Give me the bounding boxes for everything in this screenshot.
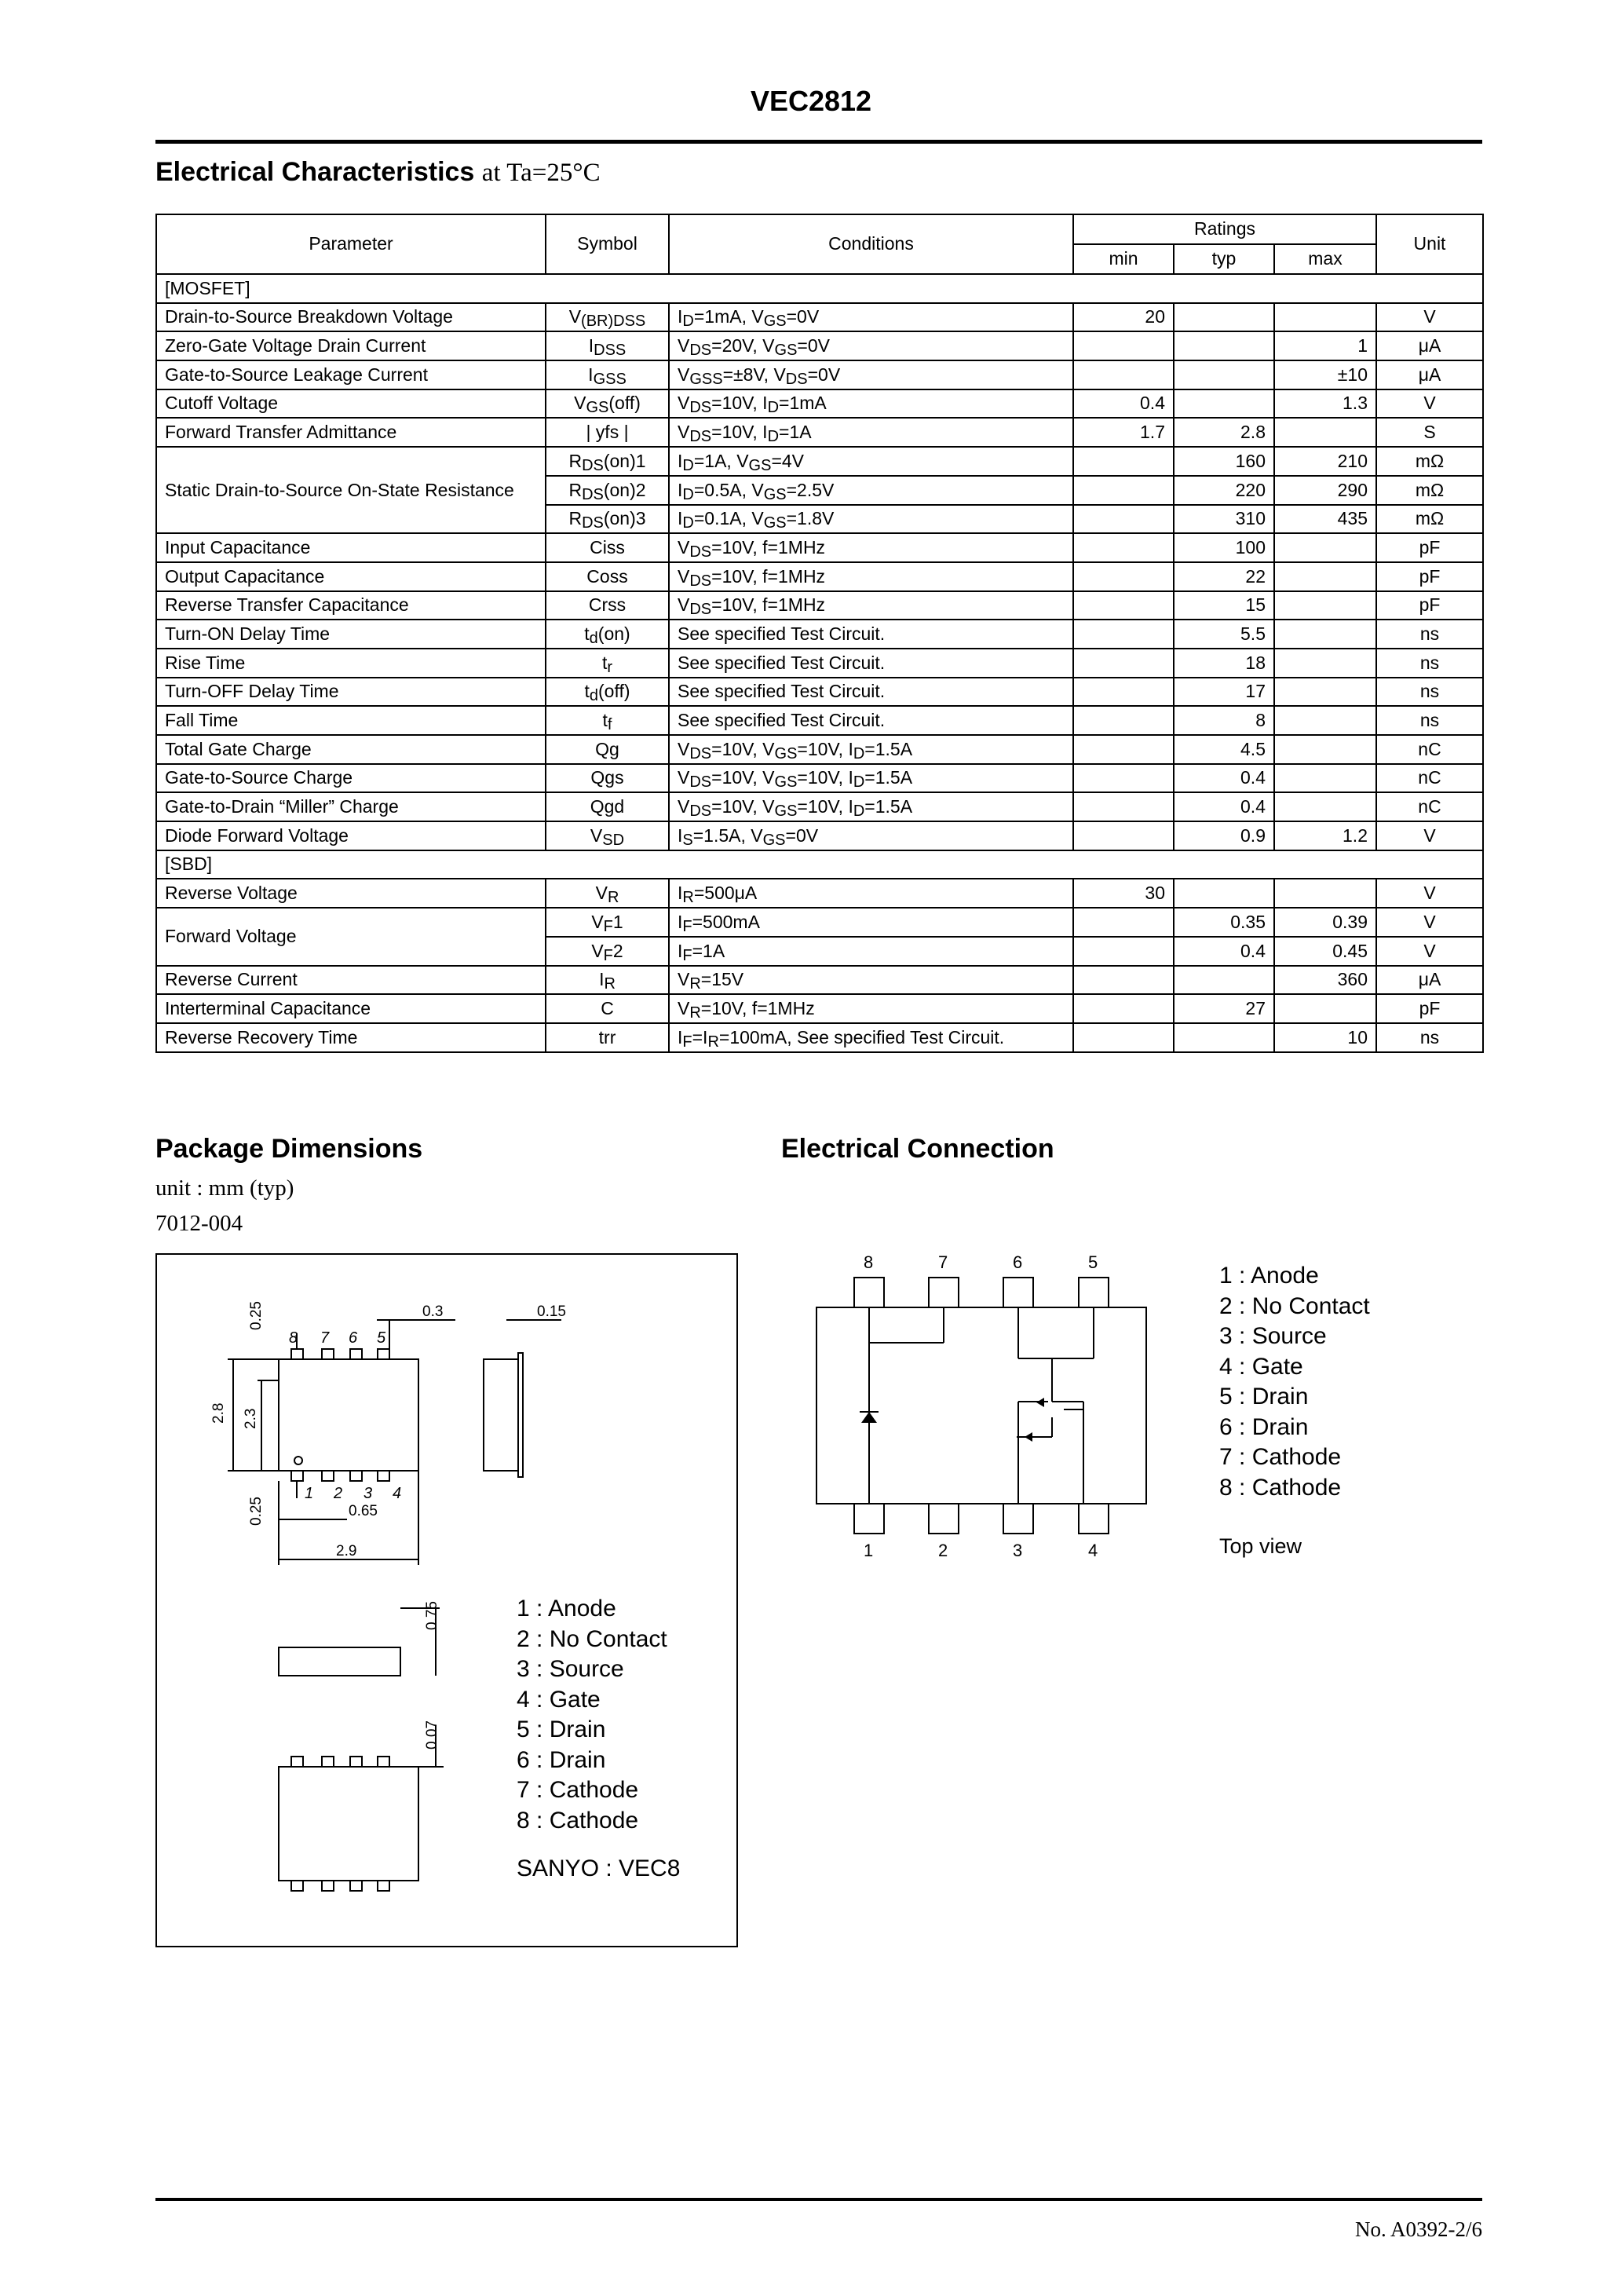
pkg-pin-4: 4 [393, 1485, 402, 1502]
conn-pin-label: 2 : No Contact [1219, 1292, 1370, 1319]
pkg-pin-2: 2 [334, 1485, 343, 1502]
conn-pin-label: 4 : Gate [1219, 1353, 1303, 1380]
cell-unit: V [1376, 879, 1483, 908]
cell-min [1073, 505, 1174, 534]
cell-symbol: $t_r$ [546, 649, 669, 678]
page-title: VEC2812 [750, 85, 872, 117]
cell-symbol: $t_d(on)$ [546, 620, 669, 649]
cell-max [1274, 562, 1376, 591]
cell-max [1274, 706, 1376, 735]
cell-unit: V [1376, 389, 1483, 419]
table-row [156, 678, 1483, 707]
cell-parameter: Total Gate Charge [156, 735, 546, 764]
dim-23: 2.3 [243, 1408, 259, 1429]
cell-symbol: $t_d(off)$ [546, 678, 669, 707]
package-pin-list [517, 1594, 680, 1885]
cell-typ: 220 [1174, 476, 1274, 505]
cell-unit: μA [1376, 360, 1483, 389]
table-row [156, 879, 1483, 908]
package-name: SANYO : VEC8 [517, 1855, 681, 1881]
cell-parameter: Reverse Recovery Time [156, 1023, 546, 1052]
dim-007: 0.07 [424, 1720, 440, 1749]
table-body [156, 274, 1483, 1052]
cell-parameter: Input Capacitance [156, 533, 546, 562]
conn-pin-4: 4 [1088, 1541, 1098, 1560]
table-row [156, 1023, 1483, 1052]
cell-unit: mΩ [1376, 505, 1483, 534]
cell-conditions: $I_D=1mA$, $V_{GS}=0V$ [669, 303, 1073, 332]
cell-max: 10 [1274, 1023, 1376, 1052]
cell-conditions: $I_D=0.1A$, $V_{GS}=1.8V$ [669, 505, 1073, 534]
cell-typ [1174, 1023, 1274, 1052]
cell-conditions: $I_F=500mA$ [669, 908, 1073, 937]
cell-conditions: See specified Test Circuit. [669, 678, 1073, 707]
cell-max: 210 [1274, 447, 1376, 476]
pkg-pin-7: 7 [320, 1329, 330, 1347]
cell-unit: ns [1376, 620, 1483, 649]
cell-parameter: Static Drain-to-Source On-State Resistance [156, 447, 546, 533]
cell-symbol: trr [546, 1023, 669, 1052]
cell-conditions: $V_{DS}=20V$, $V_{GS}=0V$ [669, 331, 1073, 360]
cell-symbol: $I_{DSS}$ [546, 331, 669, 360]
footer-rule [155, 2198, 1482, 2201]
cell-symbol: Coss [546, 562, 669, 591]
cell-unit: mΩ [1376, 476, 1483, 505]
cell-max [1274, 678, 1376, 707]
cell-max [1274, 533, 1376, 562]
cell-conditions: $V_{DS}=10V$, f=1MHz [669, 533, 1073, 562]
pkg-pin-label: 8 : Cathode [517, 1807, 639, 1834]
dim-015: 0.15 [537, 1303, 566, 1320]
table-row [156, 562, 1483, 591]
cell-symbol: $V_F1$ [546, 908, 669, 937]
cell-parameter: Diode Forward Voltage [156, 821, 546, 850]
table-row [156, 735, 1483, 764]
cell-conditions: See specified Test Circuit. [669, 620, 1073, 649]
cell-parameter: Cutoff Voltage [156, 389, 546, 419]
pkg-pin-3: 3 [363, 1485, 373, 1502]
cell-max: 360 [1274, 966, 1376, 995]
conn-pin-label: 7 : Cathode [1219, 1444, 1342, 1470]
cell-min [1073, 994, 1174, 1023]
cell-typ: 0.4 [1174, 764, 1274, 793]
electrical-connection-heading: Electrical Connection [781, 1134, 1054, 1164]
col-symbol: Symbol [546, 214, 669, 274]
cell-typ: 22 [1174, 562, 1274, 591]
cell-typ: 0.9 [1174, 821, 1274, 850]
cell-parameter: Interterminal Capacitance [156, 994, 546, 1023]
cell-unit: μA [1376, 966, 1483, 995]
cell-conditions: $V_{DS}=10V$, $I_D=1mA$ [669, 389, 1073, 419]
cell-unit: nC [1376, 792, 1483, 821]
conn-pin-1: 1 [864, 1541, 874, 1560]
cell-unit: nC [1376, 735, 1483, 764]
cell-conditions: $V_{DS}=10V$, $V_{GS}=10V$, $I_D=1.5A$ [669, 735, 1073, 764]
conn-pin-3: 3 [1013, 1541, 1023, 1560]
table-row [156, 821, 1483, 850]
cell-typ: 8 [1174, 706, 1274, 735]
cell-min [1073, 476, 1174, 505]
cell-typ: 310 [1174, 505, 1274, 534]
cell-symbol: $V_{(BR)DSS}$ [546, 303, 669, 332]
cell-max [1274, 418, 1376, 447]
cell-min [1073, 360, 1174, 389]
connection-diagram [785, 1241, 1193, 1586]
cell-unit: ns [1376, 706, 1483, 735]
cell-parameter: Turn-ON Delay Time [156, 620, 546, 649]
cell-min [1073, 562, 1174, 591]
cell-min [1073, 764, 1174, 793]
cell-min [1073, 937, 1174, 966]
cell-min [1073, 678, 1174, 707]
cell-unit: pF [1376, 533, 1483, 562]
cell-parameter: Reverse Current [156, 966, 546, 995]
pkg-pin-label: 1 : Anode [517, 1596, 616, 1621]
cell-conditions: $V_{DS}=10V$, $V_{GS}=10V$, $I_D=1.5A$ [669, 764, 1073, 793]
electrical-characteristics-table [155, 214, 1484, 1053]
col-max: max [1274, 244, 1376, 274]
package-drawing-box [155, 1253, 738, 1947]
cell-min [1073, 1023, 1174, 1052]
package-code: 7012-004 [155, 1211, 243, 1236]
cell-symbol: $R_{DS}(on)1$ [546, 447, 669, 476]
cell-conditions: $I_S=1.5A$, $V_{GS}=0V$ [669, 821, 1073, 850]
connection-pin-list [1219, 1261, 1370, 1503]
cell-unit: ns [1376, 678, 1483, 707]
dim-28: 2.8 [210, 1402, 227, 1424]
pkg-pin-6: 6 [349, 1329, 358, 1347]
col-parameter: Parameter [156, 214, 546, 274]
col-min: min [1073, 244, 1174, 274]
cell-conditions: $V_{DS}=10V$, f=1MHz [669, 562, 1073, 591]
cell-symbol: | yfs | [546, 418, 669, 447]
cell-conditions: $V_{DS}=10V$, $I_D=1A$ [669, 418, 1073, 447]
cell-max: 0.45 [1274, 937, 1376, 966]
top-view-label: Top view [1219, 1534, 1302, 1558]
cell-max [1274, 620, 1376, 649]
conn-pin-label: 6 : Drain [1219, 1413, 1309, 1440]
cell-parameter: Gate-to-Source Charge [156, 764, 546, 793]
cell-symbol: $V_F2$ [546, 937, 669, 966]
cell-symbol: Qgd [546, 792, 669, 821]
table-row [156, 591, 1483, 620]
cell-conditions: $I_R=500\mu A$ [669, 879, 1073, 908]
conn-pin-label: 5 : Drain [1219, 1384, 1309, 1409]
conn-pin-5: 5 [1088, 1252, 1098, 1272]
cell-max [1274, 303, 1376, 332]
section-mosfet: [MOSFET] [156, 274, 1483, 303]
cell-min [1073, 620, 1174, 649]
cell-parameter: Fall Time [156, 706, 546, 735]
cell-typ: 160 [1174, 447, 1274, 476]
dim-065: 0.65 [349, 1503, 378, 1519]
pkg-pin-label: 6 : Drain [517, 1746, 606, 1773]
cell-conditions: See specified Test Circuit. [669, 649, 1073, 678]
dim-03: 0.3 [422, 1303, 444, 1320]
cell-symbol: $V_{GS}(off)$ [546, 389, 669, 419]
cell-typ: 0.4 [1174, 792, 1274, 821]
cell-typ: 4.5 [1174, 735, 1274, 764]
cell-conditions: $I_F=I_R=100mA$, See specified Test Circuit. [669, 1023, 1073, 1052]
col-conditions: Conditions [669, 214, 1073, 274]
pkg-pin-8: 8 [289, 1329, 298, 1347]
table-row [156, 533, 1483, 562]
cell-min [1073, 331, 1174, 360]
table-row [156, 792, 1483, 821]
table-row [156, 994, 1483, 1023]
cell-typ [1174, 331, 1274, 360]
cell-symbol: $I_{GSS}$ [546, 360, 669, 389]
col-typ: typ [1174, 244, 1274, 274]
cell-typ [1174, 966, 1274, 995]
cell-parameter: Reverse Transfer Capacitance [156, 591, 546, 620]
cell-parameter: Rise Time [156, 649, 546, 678]
cell-min [1073, 908, 1174, 937]
cell-typ: 0.35 [1174, 908, 1274, 937]
cell-typ [1174, 360, 1274, 389]
cell-typ: 27 [1174, 994, 1274, 1023]
cell-unit: V [1376, 937, 1483, 966]
pkg-pin-label: 3 : Source [517, 1656, 624, 1682]
table-row [156, 389, 1483, 419]
dim-025-top: 0.25 [248, 1301, 265, 1330]
cell-typ: 17 [1174, 678, 1274, 707]
cell-conditions: $I_D=0.5A$, $V_{GS}=2.5V$ [669, 476, 1073, 505]
cell-conditions: See specified Test Circuit. [669, 706, 1073, 735]
cell-min [1073, 706, 1174, 735]
cell-min [1073, 447, 1174, 476]
cell-typ [1174, 303, 1274, 332]
table-row [156, 649, 1483, 678]
cell-conditions: $V_{DS}=10V$, f=1MHz [669, 591, 1073, 620]
table-row [156, 620, 1483, 649]
cell-symbol: $R_{DS}(on)3$ [546, 505, 669, 534]
table-row [156, 303, 1483, 332]
cell-max: 290 [1274, 476, 1376, 505]
col-unit: Unit [1376, 214, 1483, 274]
cell-typ: 2.8 [1174, 418, 1274, 447]
cell-unit: pF [1376, 562, 1483, 591]
dim-025-bottom: 0.25 [248, 1497, 265, 1526]
conn-pin-label: 8 : Cathode [1219, 1474, 1342, 1501]
conn-pin-6: 6 [1013, 1252, 1023, 1272]
cell-min [1073, 966, 1174, 995]
cell-parameter: Gate-to-Source Leakage Current [156, 360, 546, 389]
cell-parameter: Gate-to-Drain “Miller” Charge [156, 792, 546, 821]
table-row [156, 360, 1483, 389]
col-ratings: Ratings [1073, 214, 1376, 244]
cell-typ: 5.5 [1174, 620, 1274, 649]
cell-min [1073, 533, 1174, 562]
cell-symbol: $V_{SD}$ [546, 821, 669, 850]
cell-min [1073, 821, 1174, 850]
table-row [156, 966, 1483, 995]
dim-075: 0.75 [424, 1601, 440, 1630]
cell-conditions: $I_D=1A$, $V_{GS}=4V$ [669, 447, 1073, 476]
cell-symbol: C [546, 994, 669, 1023]
cell-symbol: $V_R$ [546, 879, 669, 908]
section-sbd: [SBD] [156, 850, 1483, 879]
cell-symbol: $I_R$ [546, 966, 669, 995]
cell-unit: mΩ [1376, 447, 1483, 476]
cell-symbol: Qg [546, 735, 669, 764]
cell-symbol: $R_{DS}(on)2$ [546, 476, 669, 505]
cell-parameter: Turn-OFF Delay Time [156, 678, 546, 707]
pkg-pin-5: 5 [377, 1329, 386, 1347]
cell-parameter: Output Capacitance [156, 562, 546, 591]
electrical-characteristics-heading [155, 157, 601, 188]
cell-min: 20 [1073, 303, 1174, 332]
cell-min [1073, 792, 1174, 821]
cell-typ: 15 [1174, 591, 1274, 620]
conn-pin-8: 8 [864, 1252, 874, 1272]
document-number: No. A0392-2/6 [1355, 2217, 1482, 2241]
conn-pin-label: 3 : Source [1219, 1323, 1327, 1349]
cell-parameter: Drain-to-Source Breakdown Voltage [156, 303, 546, 332]
cell-max [1274, 649, 1376, 678]
cell-min: 30 [1073, 879, 1174, 908]
cell-parameter: Zero-Gate Voltage Drain Current [156, 331, 546, 360]
dim-29: 2.9 [336, 1543, 357, 1559]
conn-pin-2: 2 [938, 1541, 948, 1560]
cell-max [1274, 764, 1376, 793]
table-row [156, 331, 1483, 360]
cell-symbol: Ciss [546, 533, 669, 562]
cell-max: 1.3 [1274, 389, 1376, 419]
package-unit: unit : mm (typ) [155, 1175, 294, 1201]
cell-unit: nC [1376, 764, 1483, 793]
conn-pin-7: 7 [938, 1252, 948, 1272]
cell-typ [1174, 879, 1274, 908]
pkg-pin-label: 5 : Drain [517, 1717, 606, 1742]
cell-min: 1.7 [1073, 418, 1174, 447]
cell-symbol: $t_f$ [546, 706, 669, 735]
cell-symbol: Qgs [546, 764, 669, 793]
cell-conditions: $I_F=1A$ [669, 937, 1073, 966]
cell-min [1073, 735, 1174, 764]
ec-heading-text: Electrical Characteristics [155, 157, 475, 187]
cell-typ [1174, 389, 1274, 419]
cell-conditions: $V_R=10V$, f=1MHz [669, 994, 1073, 1023]
ec-condition: at Ta=25°C [481, 159, 601, 187]
pkg-pin-1: 1 [305, 1485, 314, 1502]
pkg-pin-label: 2 : No Contact [517, 1625, 667, 1652]
cell-max [1274, 735, 1376, 764]
cell-parameter: Forward Transfer Admittance [156, 418, 546, 447]
cell-conditions: $V_{GSS}=\pm 8V$, $V_{DS}=0V$ [669, 360, 1073, 389]
cell-unit: pF [1376, 591, 1483, 620]
cell-max: ±10 [1274, 360, 1376, 389]
conn-pin-label: 1 : Anode [1219, 1263, 1319, 1289]
table-row [156, 706, 1483, 735]
header-rule [155, 140, 1482, 144]
cell-unit: pF [1376, 994, 1483, 1023]
cell-conditions: $V_{DS}=10V$, $V_{GS}=10V$, $I_D=1.5A$ [669, 792, 1073, 821]
cell-min [1073, 591, 1174, 620]
cell-max [1274, 879, 1376, 908]
cell-unit: ns [1376, 1023, 1483, 1052]
package-dimensions-heading: Package Dimensions [155, 1134, 423, 1164]
cell-typ: 100 [1174, 533, 1274, 562]
cell-unit: ns [1376, 649, 1483, 678]
pkg-pin-label: 7 : Cathode [517, 1777, 639, 1803]
cell-min [1073, 649, 1174, 678]
pkg-pin-label: 4 : Gate [517, 1686, 601, 1713]
cell-min: 0.4 [1073, 389, 1174, 419]
cell-unit: S [1376, 418, 1483, 447]
cell-typ: 0.4 [1174, 937, 1274, 966]
cell-conditions: $V_R=15V$ [669, 966, 1073, 995]
cell-unit: V [1376, 303, 1483, 332]
cell-parameter: Forward Voltage [156, 908, 546, 965]
cell-max [1274, 792, 1376, 821]
cell-symbol: Crss [546, 591, 669, 620]
cell-max: 435 [1274, 505, 1376, 534]
table-row [156, 908, 1483, 937]
cell-max [1274, 591, 1376, 620]
table-row [156, 764, 1483, 793]
cell-unit: μA [1376, 331, 1483, 360]
cell-max: 1.2 [1274, 821, 1376, 850]
cell-max: 1 [1274, 331, 1376, 360]
cell-unit: V [1376, 908, 1483, 937]
cell-max: 0.39 [1274, 908, 1376, 937]
table-row [156, 447, 1483, 476]
cell-unit: V [1376, 821, 1483, 850]
cell-typ: 18 [1174, 649, 1274, 678]
table-row [156, 418, 1483, 447]
cell-parameter: Reverse Voltage [156, 879, 546, 908]
cell-max [1274, 994, 1376, 1023]
